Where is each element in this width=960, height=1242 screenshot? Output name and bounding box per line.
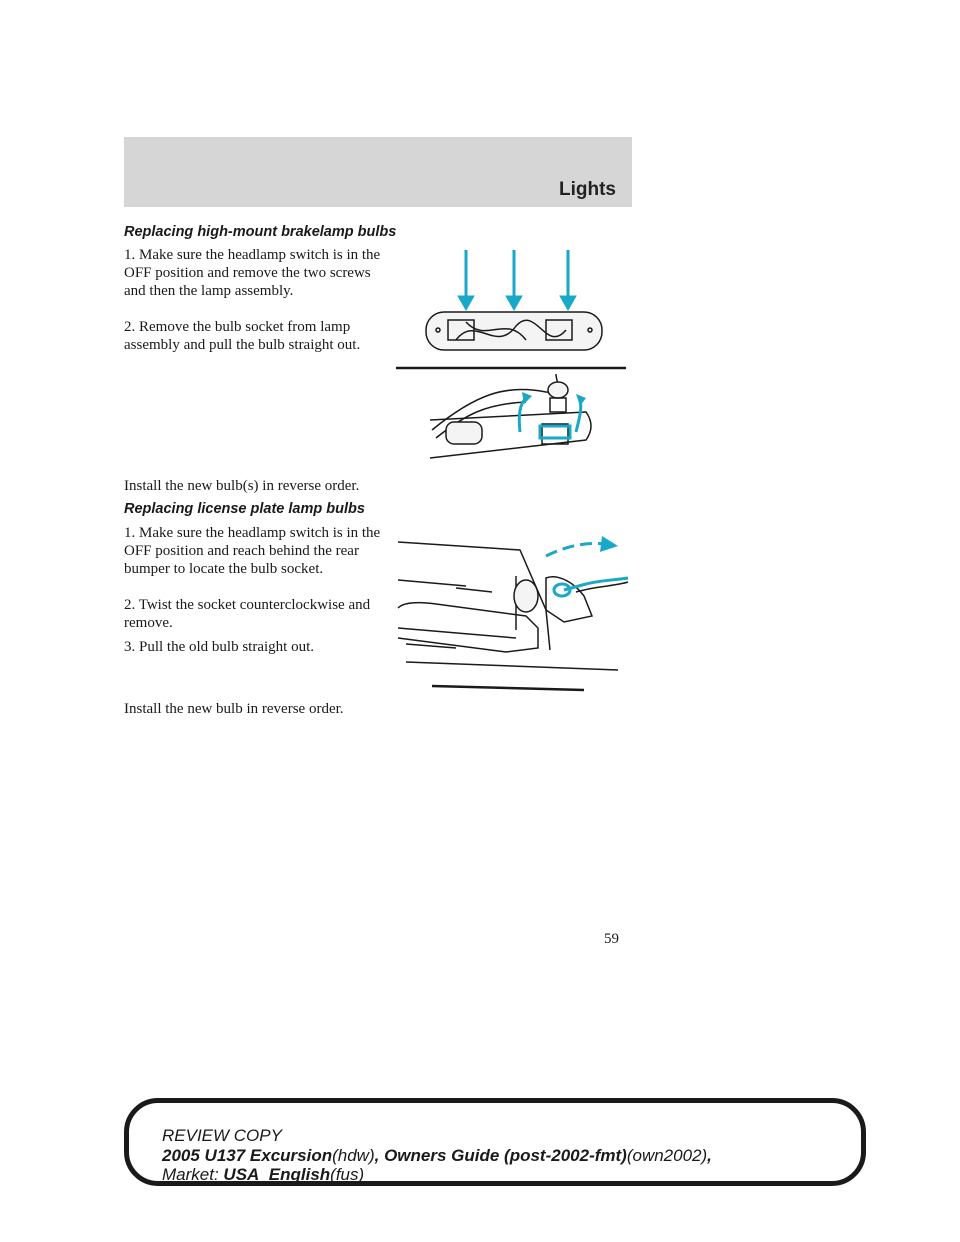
section-header-band bbox=[124, 137, 632, 207]
footer-guide: , Owners Guide (post-2002-fmt) bbox=[374, 1146, 627, 1165]
license-step-2: 2. Twist the socket counterclockwise and remove. bbox=[124, 597, 371, 631]
license-install: Install the new bulb in reverse order. bbox=[124, 701, 344, 717]
brakelamp-install: Install the new bulb(s) in reverse order. bbox=[124, 478, 360, 494]
section-title: Lights bbox=[559, 179, 616, 200]
brakelamp-step-2: 2. Remove the bulb socket from lamp assembly and pull the bulb straight out. bbox=[124, 319, 361, 353]
footer-model: 2005 U137 Excursion bbox=[162, 1146, 333, 1165]
brakelamp-illustration bbox=[396, 244, 632, 470]
license-step-1: 1. Make sure the headlamp switch is in the OFF position and reach behind the rear bumper to locate the bulb socket. bbox=[124, 525, 381, 577]
review-copy-label: REVIEW COPY bbox=[162, 1126, 282, 1145]
license-lamp-illustration bbox=[396, 520, 632, 696]
footer-market-code: (fus) bbox=[330, 1165, 365, 1184]
brakelamp-heading: Replacing high-mount brakelamp bulbs bbox=[124, 224, 397, 240]
footer-market-label: Market: bbox=[162, 1165, 219, 1184]
footer-model-code: (hdw) bbox=[332, 1146, 375, 1165]
footer-market: USA_English bbox=[223, 1165, 331, 1184]
footer-comma: , bbox=[707, 1146, 712, 1165]
footer-guide-code: (own2002) bbox=[626, 1146, 708, 1165]
brakelamp-step-1: 1. Make sure the headlamp switch is in the OFF position and remove the two screws and then the lamp assembly. bbox=[124, 247, 381, 299]
license-step-3: 3. Pull the old bulb straight out. bbox=[124, 639, 314, 655]
license-heading: Replacing license plate lamp bulbs bbox=[124, 501, 365, 517]
footer-market-line bbox=[162, 1165, 364, 1184]
page-number: 59 bbox=[604, 931, 619, 947]
footer-model-line bbox=[162, 1146, 712, 1165]
